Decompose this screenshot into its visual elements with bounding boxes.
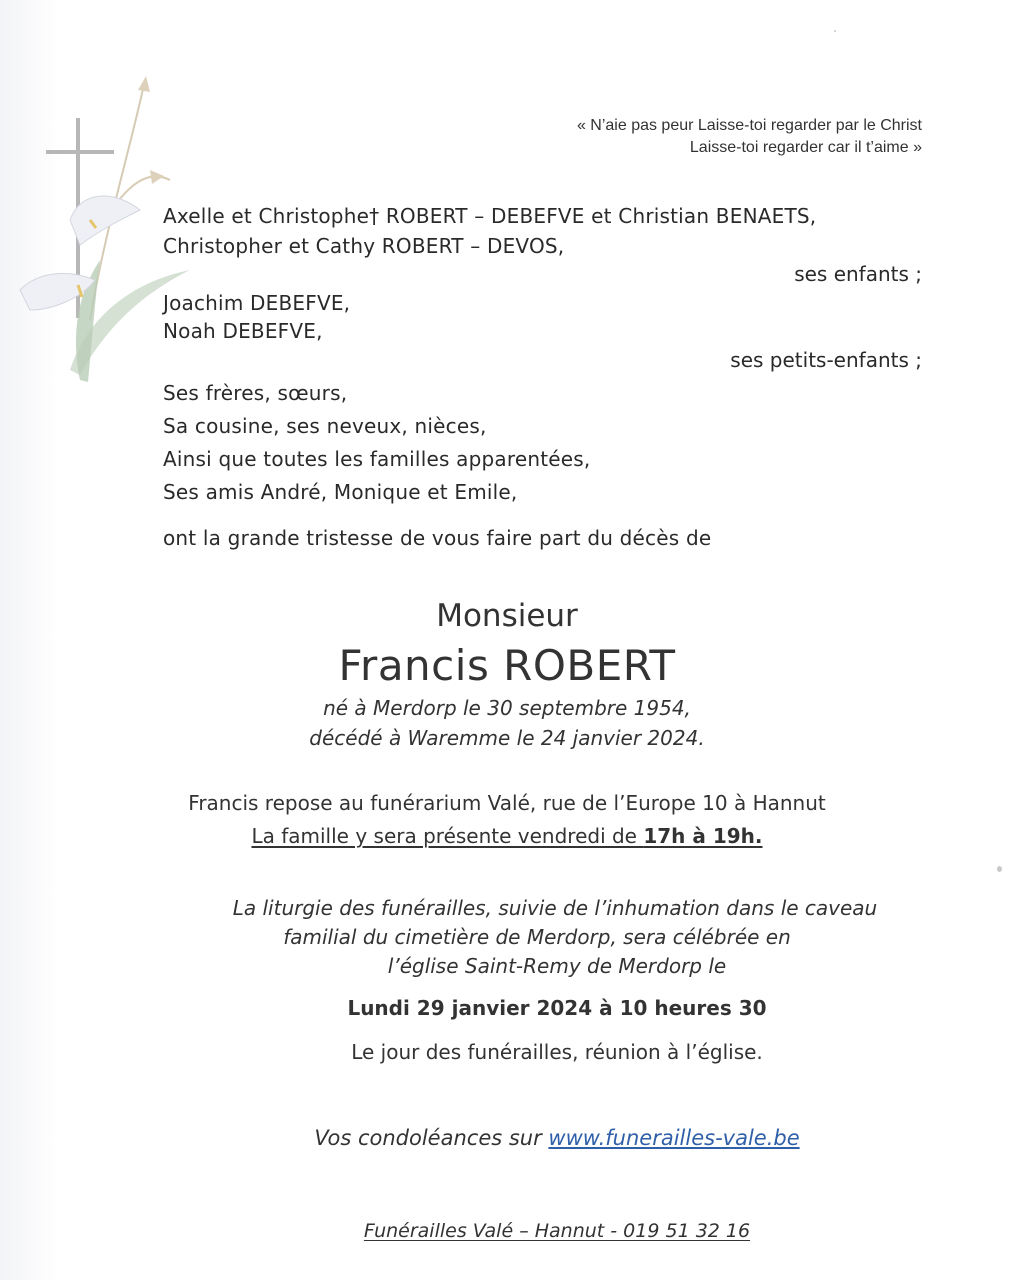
quote-line-1: « N’aie pas peur Laisse-toi regarder par le Christ — [576, 117, 922, 134]
liturgy-line-1: La liturgie des funérailles, suivie de l’inhumation dans le caveau — [232, 896, 878, 920]
others-line: Ainsi que toutes les familles apparentées, — [163, 447, 591, 471]
condolences-link[interactable]: www.funerailles-vale.be — [548, 1126, 800, 1150]
funeral-date: Lundi 29 janvier 2024 à 10 heures 30 — [347, 996, 767, 1020]
others-line: Ses amis André, Monique et Emile, — [163, 480, 518, 504]
children-line-1: Axelle et Christophe† ROBERT – DEBEFVE et Christian BENAETS, — [163, 204, 817, 228]
wheat-ear-icon — [138, 76, 150, 92]
condolences-line — [50, 1126, 1014, 1150]
cross-horizontal — [46, 150, 114, 154]
children-line-2: Christopher et Cathy ROBERT – DEVOS, — [163, 234, 565, 258]
grandchildren-role: ses petits-enfants ; — [730, 348, 922, 372]
lily-icon — [70, 196, 140, 245]
footer-line — [50, 1220, 1014, 1242]
grandchild-line-1: Joachim DEBEFVE, — [163, 291, 351, 315]
liturgy-line-2: familial du cimetière de Merdorp, sera célébrée en — [283, 925, 791, 949]
footer-text: Funérailles Valé – Hannut - 019 51 32 16 — [363, 1220, 751, 1242]
meeting-line: Le jour des funérailles, réunion à l’église. — [351, 1040, 763, 1064]
condolences-prefix: Vos condoléances sur — [314, 1126, 549, 1150]
liturgy-line-3: l’église Saint-Remy de Merdorp le — [387, 954, 727, 978]
children-role: ses enfants ; — [794, 262, 922, 286]
visitation-text: La famille y sera présente vendredi de — [251, 824, 644, 848]
announcement-line: ont la grande tristesse de vous faire part du décès de — [163, 526, 712, 550]
death-line: décédé à Waremme le 24 janvier 2024. — [309, 726, 705, 750]
birth-line: né à Merdorp le 30 septembre 1954, — [323, 696, 691, 720]
quote-line-2: Laisse-toi regarder car il t’aime » — [689, 139, 922, 156]
deceased-title: Monsieur — [436, 598, 578, 634]
grandchild-line-2: Noah DEBEFVE, — [163, 319, 323, 343]
visitation-line — [0, 824, 1014, 848]
scan-speck — [997, 866, 1002, 872]
repose-line: Francis repose au funérarium Valé, rue de l’Europe 10 à Hannut — [188, 791, 826, 815]
others-line: Sa cousine, ses neveux, nièces, — [163, 414, 487, 438]
deceased-name: Francis ROBERT — [338, 641, 676, 690]
visitation-hours: 17h à 19h. — [643, 824, 763, 848]
others-line: Ses frères, sœurs, — [163, 381, 348, 405]
scan-speck — [834, 30, 836, 32]
